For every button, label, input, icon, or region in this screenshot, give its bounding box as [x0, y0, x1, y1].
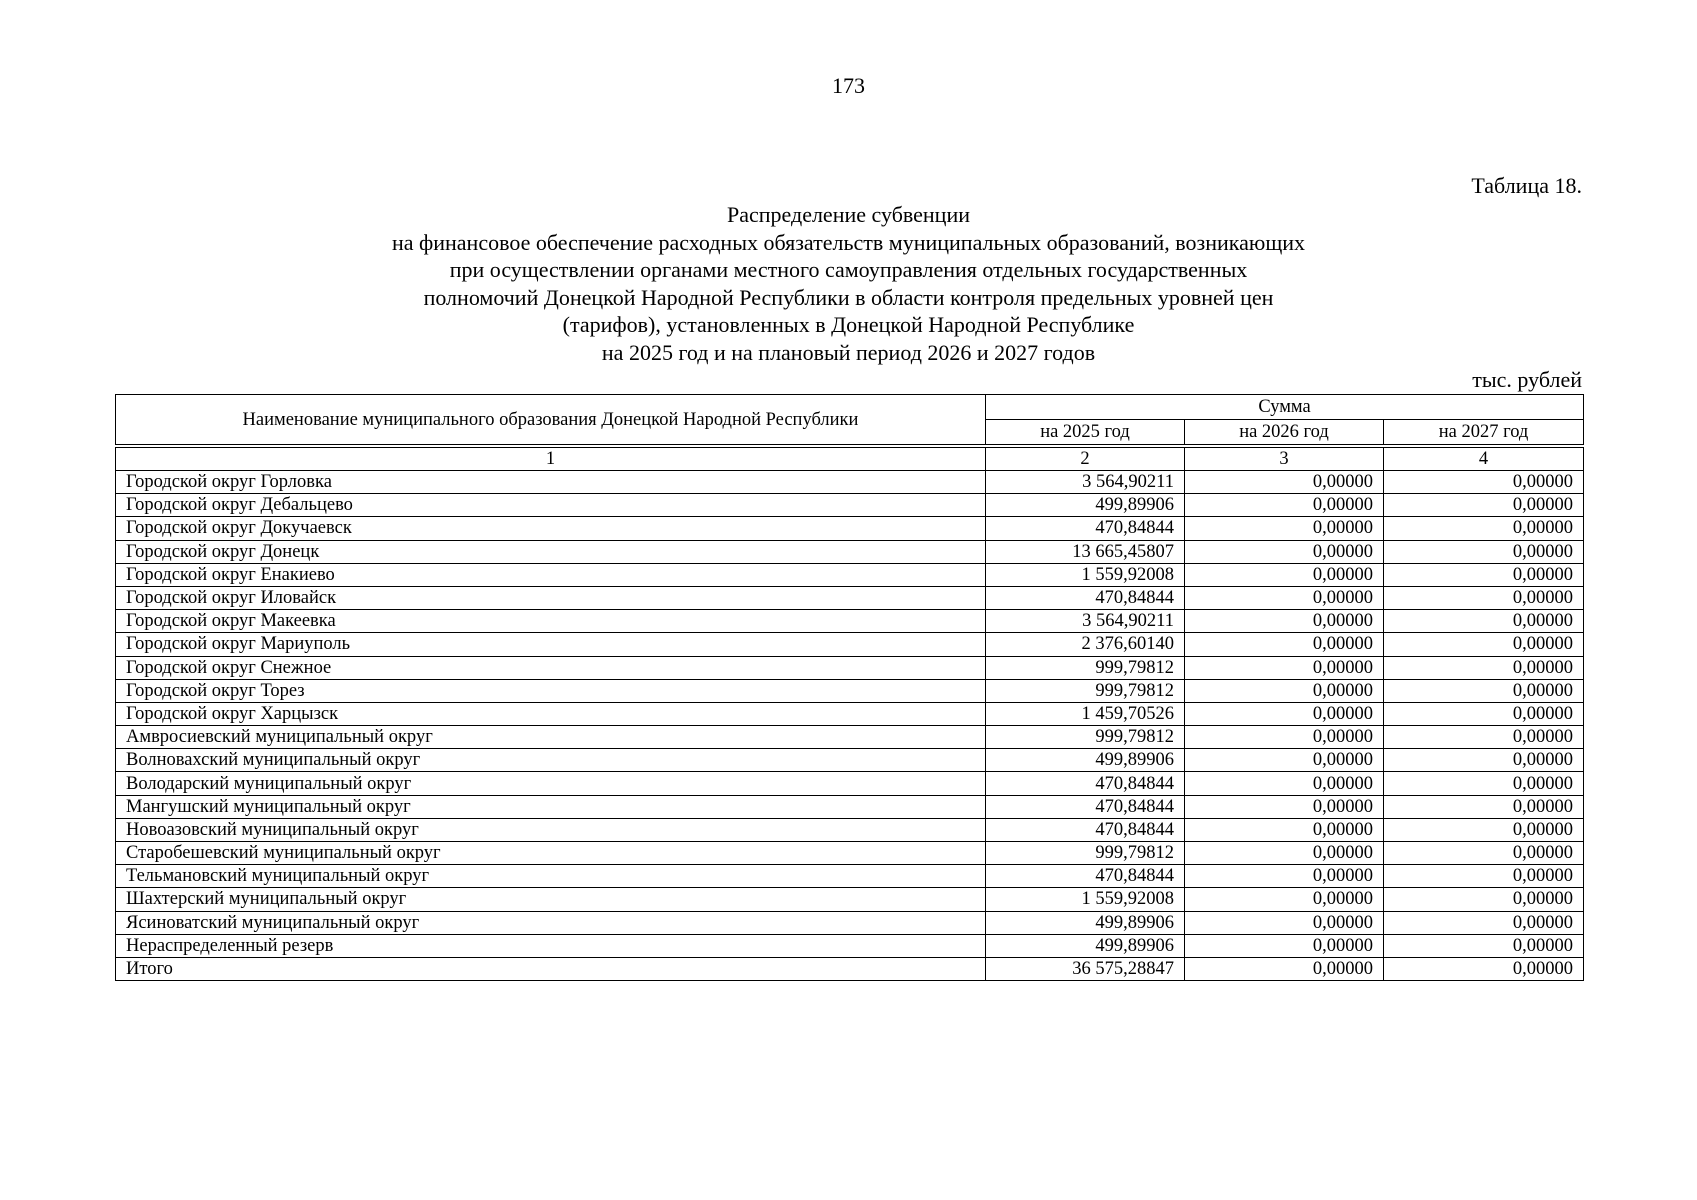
table-row — [116, 517, 1584, 540]
amount-2027: 0,00000 — [1384, 795, 1584, 818]
amount-2026: 0,00000 — [1185, 471, 1384, 494]
amount-2026: 0,00000 — [1185, 563, 1384, 586]
table-row — [116, 842, 1584, 865]
table-row — [116, 865, 1584, 888]
amount-2025: 499,89906 — [986, 934, 1185, 957]
table-row — [116, 702, 1584, 725]
municipality-name: Городской округ Дебальцево — [116, 494, 986, 517]
amount-2026: 0,00000 — [1185, 818, 1384, 841]
amount-2026: 0,00000 — [1185, 726, 1384, 749]
amount-2027: 0,00000 — [1384, 656, 1584, 679]
amount-2027: 0,00000 — [1384, 818, 1584, 841]
table-row — [116, 563, 1584, 586]
amount-2025: 999,79812 — [986, 679, 1185, 702]
amount-2025: 36 575,28847 — [986, 957, 1185, 980]
municipality-name: Мангушский муниципальный округ — [116, 795, 986, 818]
header-year-2027: на 2027 год — [1384, 419, 1584, 446]
column-number: 2 — [986, 446, 1185, 471]
amount-2027: 0,00000 — [1384, 610, 1584, 633]
amount-2026: 0,00000 — [1185, 934, 1384, 957]
municipality-name: Старобешевский муниципальный округ — [116, 842, 986, 865]
table-row — [116, 888, 1584, 911]
municipality-name: Городской округ Енакиево — [116, 563, 986, 586]
amount-2026: 0,00000 — [1185, 517, 1384, 540]
amount-2025: 499,89906 — [986, 494, 1185, 517]
amount-2027: 0,00000 — [1384, 633, 1584, 656]
amount-2026: 0,00000 — [1185, 888, 1384, 911]
amount-2026: 0,00000 — [1185, 749, 1384, 772]
amount-2027: 0,00000 — [1384, 471, 1584, 494]
amount-2027: 0,00000 — [1384, 772, 1584, 795]
amount-2025: 3 564,90211 — [986, 471, 1185, 494]
municipality-name: Волновахский муниципальный округ — [116, 749, 986, 772]
municipality-name: Городской округ Снежное — [116, 656, 986, 679]
document-title — [115, 201, 1582, 367]
amount-2026: 0,00000 — [1185, 586, 1384, 609]
municipality-name: Тельмановский муниципальный округ — [116, 865, 986, 888]
municipality-name: Городской округ Докучаевск — [116, 517, 986, 540]
municipality-name: Амвросиевский муниципальный округ — [116, 726, 986, 749]
amount-2027: 0,00000 — [1384, 934, 1584, 957]
amount-2025: 470,84844 — [986, 517, 1185, 540]
table-row — [116, 749, 1584, 772]
amount-2025: 1 459,70526 — [986, 702, 1185, 725]
municipality-name: Городской округ Донецк — [116, 540, 986, 563]
title-line: на 2025 год и на плановый период 2026 и 2027 годов — [601, 339, 1096, 365]
table-row — [116, 795, 1584, 818]
amount-2025: 470,84844 — [986, 818, 1185, 841]
amount-2025: 470,84844 — [986, 586, 1185, 609]
table-row — [116, 494, 1584, 517]
units-label: тыс. рублей — [1472, 367, 1582, 392]
amount-2027: 0,00000 — [1384, 586, 1584, 609]
amount-2025: 999,79812 — [986, 726, 1185, 749]
amount-2026: 0,00000 — [1185, 865, 1384, 888]
municipality-name: Ясиноватский муниципальный округ — [116, 911, 986, 934]
table-row — [116, 679, 1584, 702]
amount-2026: 0,00000 — [1185, 494, 1384, 517]
amount-2026: 0,00000 — [1185, 656, 1384, 679]
municipality-name: Володарский муниципальный округ — [116, 772, 986, 795]
amount-2025: 499,89906 — [986, 911, 1185, 934]
table-row — [116, 818, 1584, 841]
amount-2025: 2 376,60140 — [986, 633, 1185, 656]
table-row — [116, 934, 1584, 957]
table-row — [116, 471, 1584, 494]
amount-2027: 0,00000 — [1384, 911, 1584, 934]
municipality-name: Городской округ Мариуполь — [116, 633, 986, 656]
amount-2025: 499,89906 — [986, 749, 1185, 772]
amount-2025: 470,84844 — [986, 772, 1185, 795]
column-number: 1 — [116, 446, 986, 471]
amount-2025: 13 665,45807 — [986, 540, 1185, 563]
title-line: (тарифов), установленных в Донецкой Народной Республике — [562, 312, 1135, 338]
amount-2026: 0,00000 — [1185, 540, 1384, 563]
municipality-name: Городской округ Макеевка — [116, 610, 986, 633]
amount-2026: 0,00000 — [1185, 911, 1384, 934]
table-label: Таблица 18. — [1471, 173, 1582, 198]
municipality-name: Шахтерский муниципальный округ — [116, 888, 986, 911]
table-row — [116, 656, 1584, 679]
column-numbers-row — [116, 446, 1584, 471]
table-row — [116, 610, 1584, 633]
amount-2027: 0,00000 — [1384, 842, 1584, 865]
amount-2026: 0,00000 — [1185, 633, 1384, 656]
amount-2025: 1 559,92008 — [986, 563, 1185, 586]
page-number: 173 — [832, 73, 865, 98]
table-row — [116, 540, 1584, 563]
amount-2027: 0,00000 — [1384, 517, 1584, 540]
amount-2027: 0,00000 — [1384, 888, 1584, 911]
amount-2027: 0,00000 — [1384, 494, 1584, 517]
table-row — [116, 726, 1584, 749]
amount-2025: 999,79812 — [986, 656, 1185, 679]
amount-2027: 0,00000 — [1384, 679, 1584, 702]
title-line: полномочий Донецкой Народной Республики в области контроля предельных уровней цен — [423, 284, 1274, 310]
header-sum-group: Сумма — [986, 395, 1584, 420]
amount-2026: 0,00000 — [1185, 702, 1384, 725]
amount-2026: 0,00000 — [1185, 842, 1384, 865]
municipality-name: Городской округ Торез — [116, 679, 986, 702]
table-row — [116, 633, 1584, 656]
amount-2026: 0,00000 — [1185, 795, 1384, 818]
amount-2025: 470,84844 — [986, 795, 1185, 818]
amount-2025: 3 564,90211 — [986, 610, 1185, 633]
title-line: на финансовое обеспечение расходных обязательств муниципальных образований, возникающих — [391, 229, 1306, 255]
amount-2027: 0,00000 — [1384, 957, 1584, 980]
header-year-2026: на 2026 год — [1185, 419, 1384, 446]
column-number: 4 — [1384, 446, 1584, 471]
amount-2026: 0,00000 — [1185, 772, 1384, 795]
municipality-name: Нераспределенный резерв — [116, 934, 986, 957]
total-row — [116, 957, 1584, 980]
title-line: при осуществлении органами местного самоуправления отдельных государственных — [449, 257, 1248, 283]
amount-2027: 0,00000 — [1384, 563, 1584, 586]
amount-2026: 0,00000 — [1185, 610, 1384, 633]
amount-2027: 0,00000 — [1384, 702, 1584, 725]
header-name-column: Наименование муниципального образования Донецкой Народной Республики — [116, 395, 986, 447]
municipality-name: Городской округ Горловка — [116, 471, 986, 494]
amount-2026: 0,00000 — [1185, 679, 1384, 702]
amount-2027: 0,00000 — [1384, 865, 1584, 888]
municipality-name: Новоазовский муниципальный округ — [116, 818, 986, 841]
column-number: 3 — [1185, 446, 1384, 471]
amount-2025: 470,84844 — [986, 865, 1185, 888]
municipality-name: Городской округ Иловайск — [116, 586, 986, 609]
amount-2027: 0,00000 — [1384, 749, 1584, 772]
amount-2025: 999,79812 — [986, 842, 1185, 865]
title-line: Распределение субвенции — [726, 202, 971, 227]
subvention-table — [115, 394, 1584, 981]
amount-2026: 0,00000 — [1185, 957, 1384, 980]
table-row — [116, 586, 1584, 609]
municipality-name: Городской округ Харцызск — [116, 702, 986, 725]
header-year-2025: на 2025 год — [986, 419, 1185, 446]
table-row — [116, 911, 1584, 934]
amount-2025: 1 559,92008 — [986, 888, 1185, 911]
municipality-name: Итого — [116, 957, 986, 980]
amount-2027: 0,00000 — [1384, 540, 1584, 563]
amount-2027: 0,00000 — [1384, 726, 1584, 749]
table-row — [116, 772, 1584, 795]
